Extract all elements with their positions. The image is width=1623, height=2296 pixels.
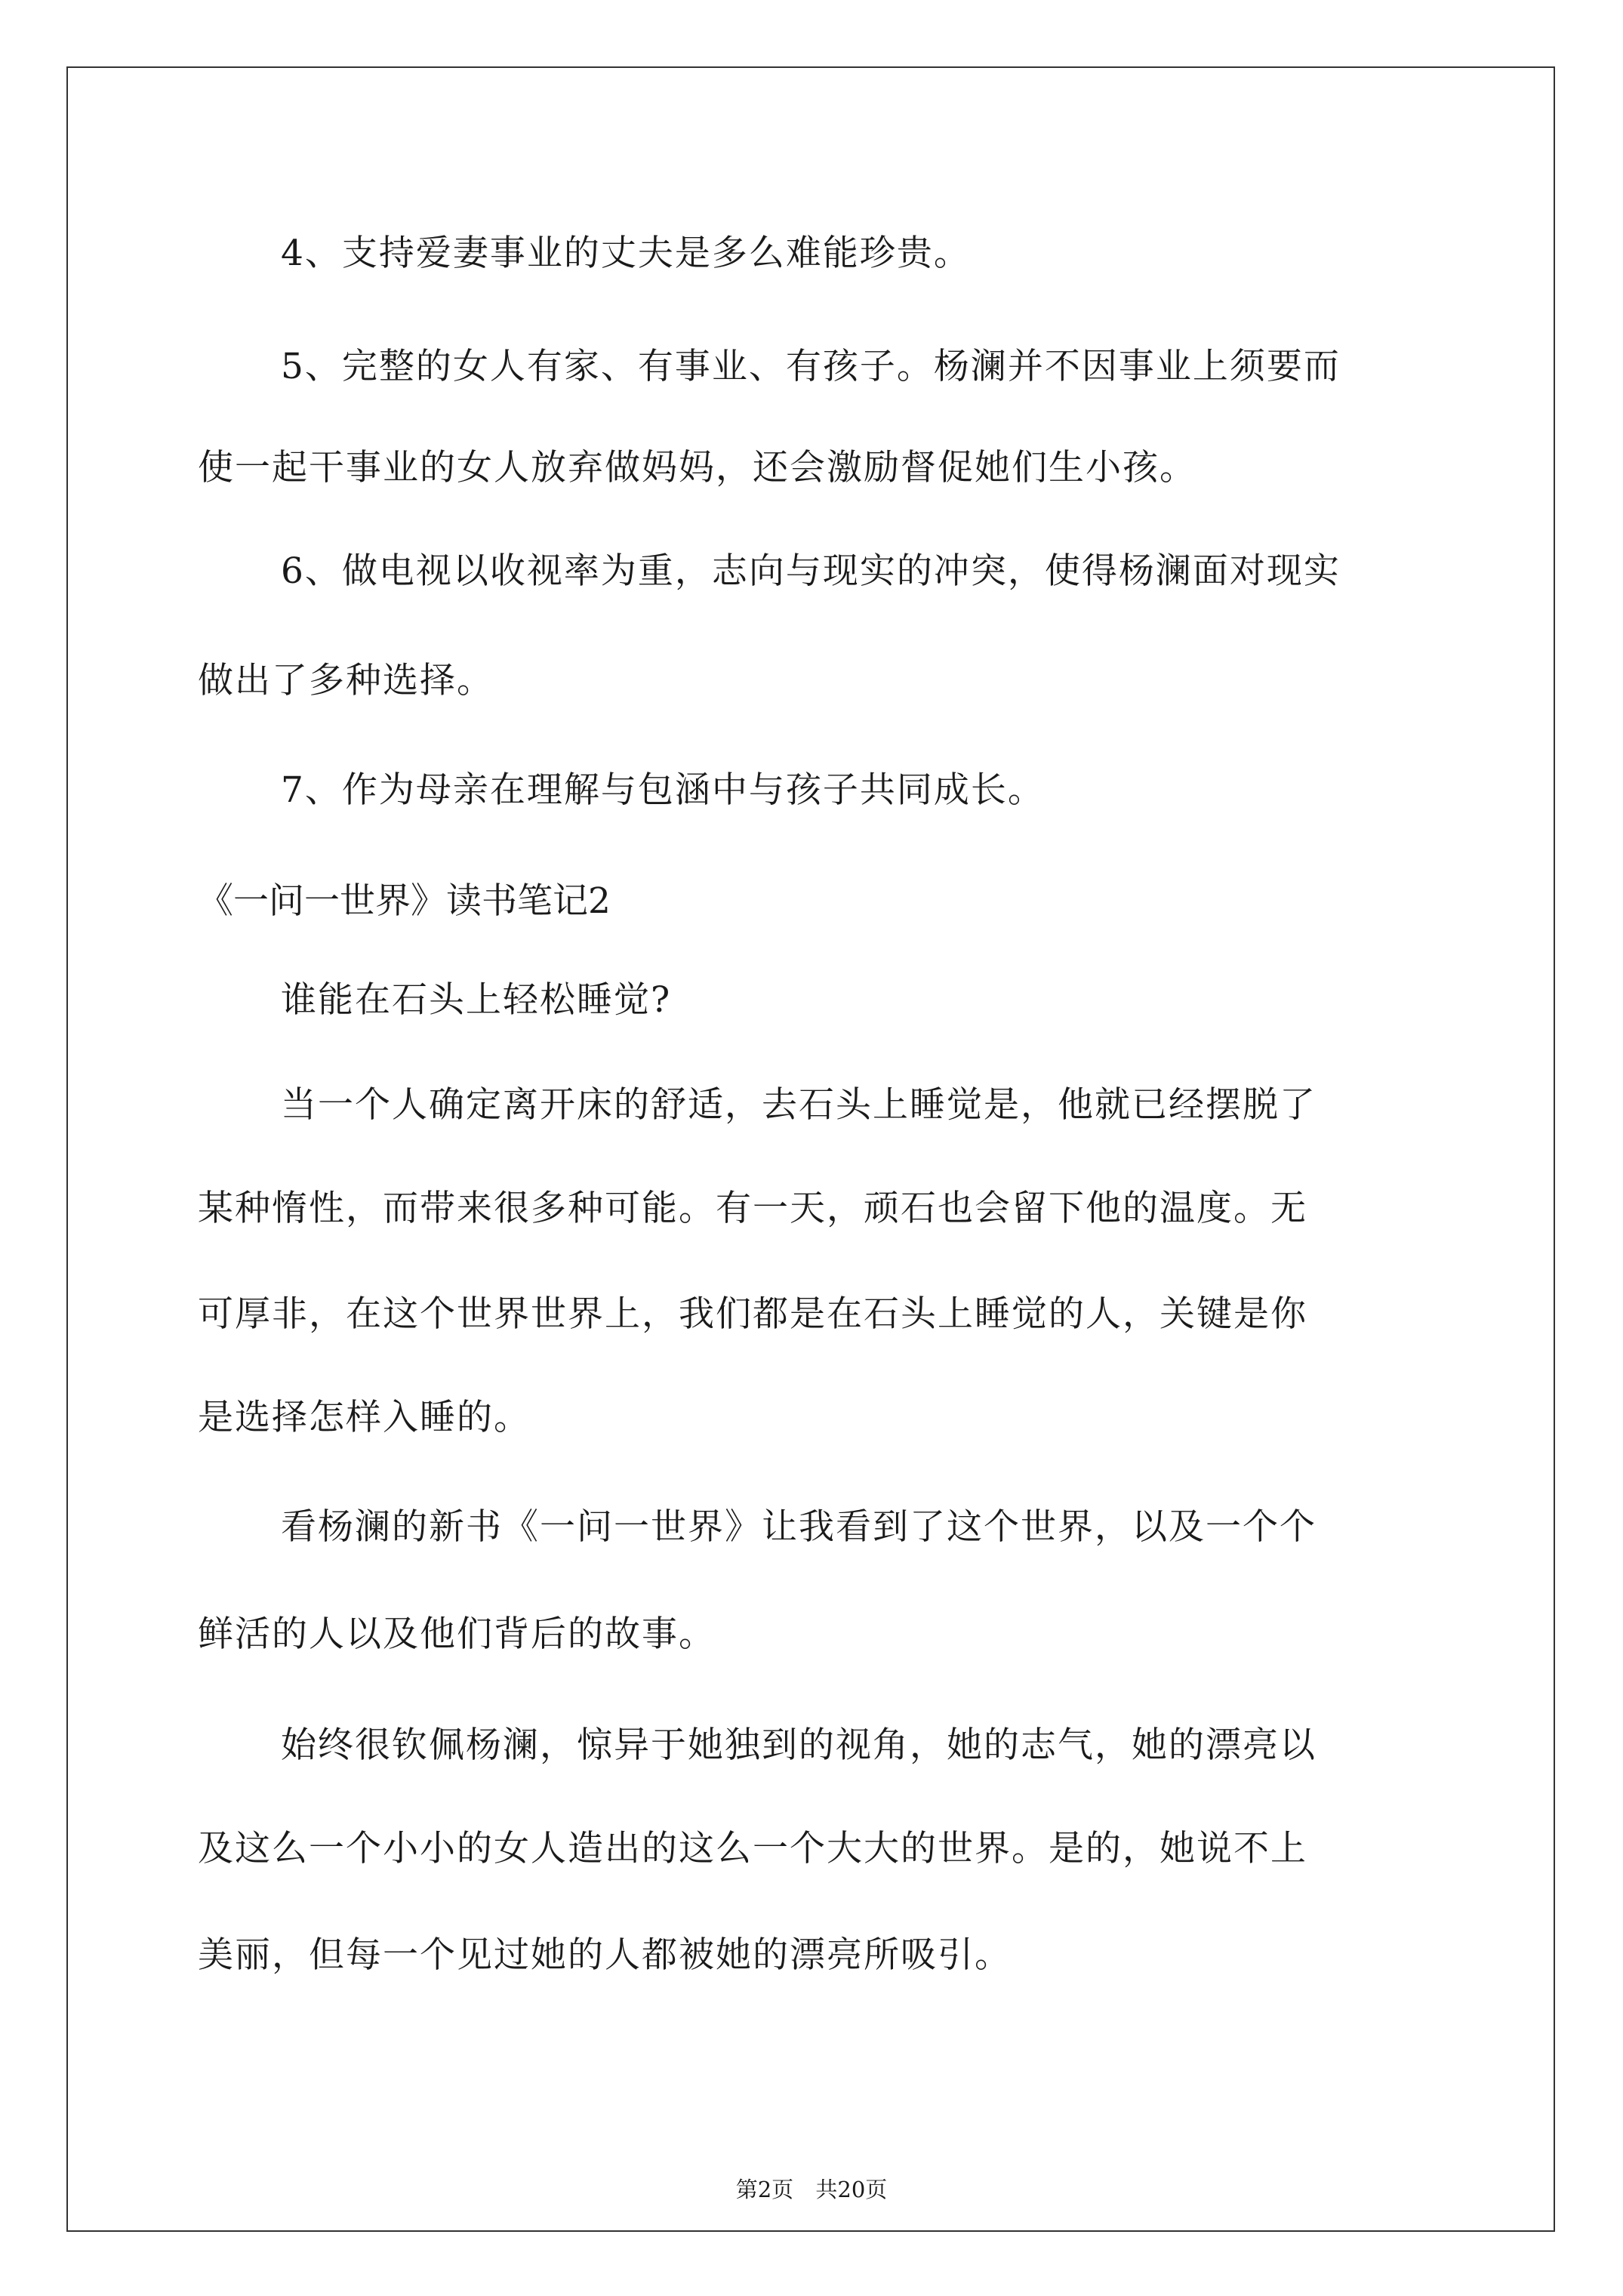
paragraph-line: 某种惰性，而带来很多种可能。有一天，顽石也会留下他的温度。无 xyxy=(198,1188,1307,1229)
paragraph-line: 看杨澜的新书《一问一世界》让我看到了这个世界，以及一个个 xyxy=(281,1506,1317,1548)
page-border xyxy=(66,66,1555,2232)
paragraph-line: 鲜活的人以及他们背后的故事。 xyxy=(198,1613,716,1655)
section-heading: 《一问一世界》读书笔记2 xyxy=(198,880,611,922)
paragraph-line: 使一起干事业的女人放弃做妈妈，还会激励督促她们生小孩。 xyxy=(198,447,1196,488)
paragraph-line: 做出了多种选择。 xyxy=(198,660,494,701)
paragraph-line: 及这么一个小小的女人造出的这么一个大大的世界。是的，她说不上 xyxy=(198,1828,1307,1869)
paragraph-line: 5、完整的女人有家、有事业、有孩子。杨澜并不因事业上须要而 xyxy=(281,346,1341,387)
paragraph-line: 4、支持爱妻事业的丈夫是多么难能珍贵。 xyxy=(281,233,971,274)
paragraph-line: 谁能在石头上轻松睡觉? xyxy=(281,979,672,1021)
paragraph-line: 可厚非，在这个世界世界上，我们都是在石头上睡觉的人，关键是你 xyxy=(198,1293,1307,1335)
paragraph-line: 6、做电视以收视率为重，志向与现实的冲突，使得杨澜面对现实 xyxy=(281,550,1341,592)
page-number: 第2页 xyxy=(735,2177,794,2202)
page-footer xyxy=(0,2174,1623,2205)
page-total: 共20页 xyxy=(815,2177,888,2202)
paragraph-line: 是选择怎样入睡的。 xyxy=(198,1397,531,1438)
paragraph-line: 当一个人确定离开床的舒适，去石头上睡觉是，他就已经摆脱了 xyxy=(281,1084,1317,1126)
paragraph-line: 美丽，但每一个见过她的人都被她的漂亮所吸引。 xyxy=(198,1934,1012,1976)
paragraph-line: 始终很钦佩杨澜，惊异于她独到的视角，她的志气，她的漂亮以 xyxy=(281,1724,1317,1766)
paragraph-line: 7、作为母亲在理解与包涵中与孩子共同成长。 xyxy=(281,769,1045,811)
